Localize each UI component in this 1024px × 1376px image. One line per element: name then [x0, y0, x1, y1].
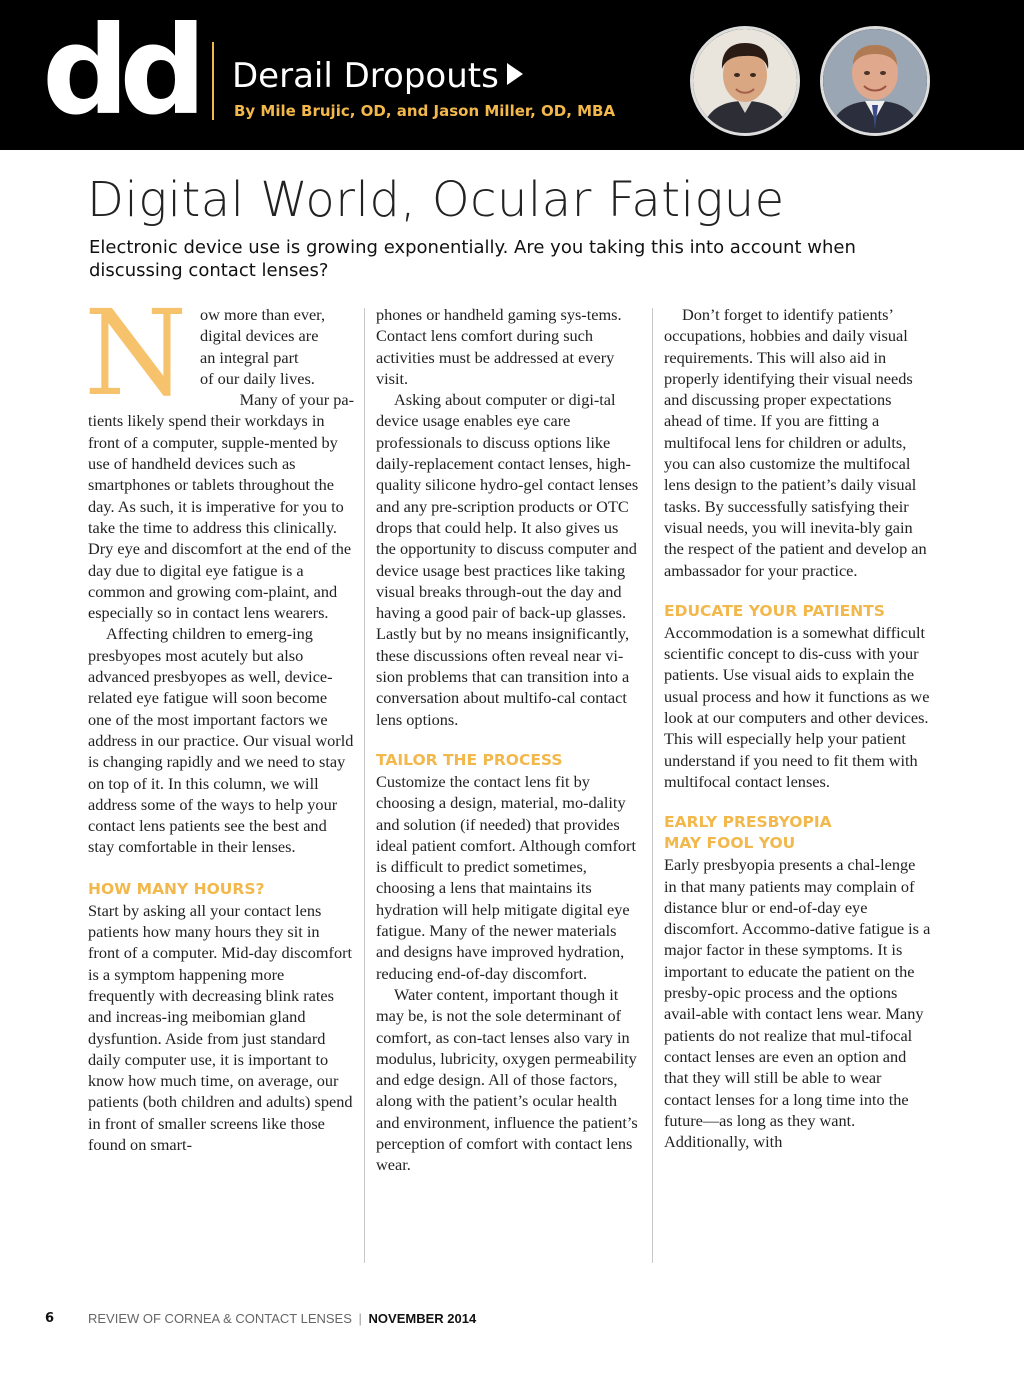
text-line: digital devices are — [200, 326, 319, 346]
play-arrow-icon — [507, 63, 523, 85]
body-paragraph: Asking about computer or digi-tal device usage enables eye care professionals to discuss options like daily-replacement contact lenses, high-quality silicone hydro-gel contact lenses and any pre-scription products or OTC drops that could help. It also gives us the opportunity to discuss computer and device usage best practices like taking visual breaks through-out the day and having a good pair of back-up glasses. Lastly but by no means insignificantly, these discussions often reveal near vi-sion problems that can transition into a conversation about multifo-cal contact lens options. — [376, 390, 639, 729]
body-paragraph: tients likely spend their workdays in front of a computer, supple-mented by use of handheld devices such as smartphones or tablets throughout the day. As such, it is imperative for you to take the time to address this clinically. Dry eye and discomfort at the end of the day due to digital eye fatigue is a common and growing com-plaint, and especially so in contact lens wearers. — [88, 411, 352, 623]
column-logo: dd — [42, 0, 197, 142]
article-headline: Digital World, Ocular Fatigue — [87, 172, 785, 228]
drop-cap: N — [84, 284, 188, 422]
text-line: of our daily lives. — [200, 368, 315, 388]
subhead-line: EARLY PRESBYOPIA — [664, 813, 832, 832]
section-subhead: TAILOR THE PROCESS — [376, 750, 563, 769]
article-deck: Electronic device use is growing exponentially. Are you taking this into account when discussing contact lenses? — [89, 237, 856, 281]
author-photo-miller — [820, 26, 930, 136]
section-subhead: HOW MANY HOURS? — [88, 879, 265, 898]
column-title — [232, 56, 523, 96]
author-photo-brujic — [690, 26, 800, 136]
text-line: ow more than ever, — [200, 305, 326, 324]
section-subhead: EDUCATE YOUR PATIENTS — [664, 601, 885, 620]
body-paragraph: Accommodation is a somewhat difficult scientific concept to dis-cuss with your patients. Use visual aids to explain the usual process and how it functions as we look at our computers and other devices. This will especially help your patient understand if you need to fit them with multifocal contact lenses. — [664, 622, 930, 791]
author-photo-miller-graphic — [823, 29, 927, 133]
body-paragraph: Early presbyopia presents a chal-lenge in that many patients may complain of distance blur or end-of-day eye discomfort. Accommo-dative fatigue is a major factor in these symptoms. It is important to educate the patient on the presby-opic process and the options avail-able with contact lens wear. Many patients do not realize that mul-tifocal contact lenses are even an option and that they will still be able to wear contact lenses for a long time into the future—as long as they want. Additionally, with — [664, 855, 931, 1152]
body-paragraph: Water content, important though it may be, is not the sole determinant of comfort, as con-tact lenses also vary in modulus, lubricity, oxygen permeability and edge design. All of those factors, along with the patient’s ocular health and environment, influence the patient’s perception of comfort with contact lens wear. — [376, 984, 638, 1175]
publication-name: REVIEW OF CORNEA & CONTACT LENSES — [88, 1311, 352, 1326]
body-paragraph: Affecting children to emerg-ing presbyopes most acutely but also advanced presbyopes as well, device-related eye fatigue will soon become one of the most important factors we address in our practice. Our visual world is changing rapidly and we need to stay on top of it. In this column, we will address some of the ways to help your contact lens patients see the best and stay comfortable in their lenses. — [88, 624, 354, 857]
issue-date: NOVEMBER 2014 — [368, 1311, 477, 1326]
subhead-line: MAY FOOL YOU — [664, 834, 796, 853]
header-divider — [212, 42, 214, 120]
article-column-1 — [84, 284, 354, 1155]
footer-separator: | — [358, 1311, 362, 1326]
article-column-3 — [664, 304, 932, 1152]
article-column-2 — [376, 304, 642, 1176]
page-number: 6 — [45, 1311, 55, 1326]
running-footer — [88, 1311, 476, 1326]
column-title-text: Derail Dropouts — [232, 56, 499, 96]
text-line: Many of your pa- — [239, 390, 354, 410]
body-paragraph: Start by asking all your contact lens patients how many hours they sit in front of a computer. Mid-day discomfort is a symptom happening more frequently with decreasing blink rates and increas-ing meibomian gland dysfuntion. Aside from just standard daily computer use, it is important to know how much time, on average, our patients (both children and adults) spend in front of smaller screens like those found on smart- — [88, 900, 353, 1154]
section-subhead — [664, 812, 932, 854]
body-paragraph: Don’t forget to identify patients’ occupations, hobbies and daily visual requirements. This will also aid in properly identifying their visual needs and discussing proper expectations ahead of time. If you are fitting a multifocal lens for children or adults, you can also customize the multifocal lens design to the patient’s daily visual tasks. By successfully satisfying their visual needs, you will inevita-bly gain the respect of the patient and develop an ambassador for your practice. — [664, 305, 927, 580]
body-paragraph: phones or handheld gaming sys-tems. Contact lens comfort during such activities must be addressed at every visit. — [376, 305, 622, 388]
column-rule — [652, 308, 653, 1263]
body-paragraph: Customize the contact lens fit by choosing a design, material, mo-dality and solution (if needed) that provides ideal patient comfort. Although comfort is difficult to predict sometimes, choosing a lens that maintains its hydration will help mitigate digital eye fatigue. Many of the newer materials and designs have improved hydration, reducing end-of-day discomfort. — [376, 771, 636, 983]
column-header-band — [0, 0, 1024, 150]
column-rule — [364, 308, 365, 1263]
author-byline: By Mile Brujic, OD, and Jason Miller, OD, MBA — [234, 102, 616, 120]
author-photo-brujic-graphic — [693, 29, 797, 133]
text-line: an integral part — [200, 347, 299, 367]
